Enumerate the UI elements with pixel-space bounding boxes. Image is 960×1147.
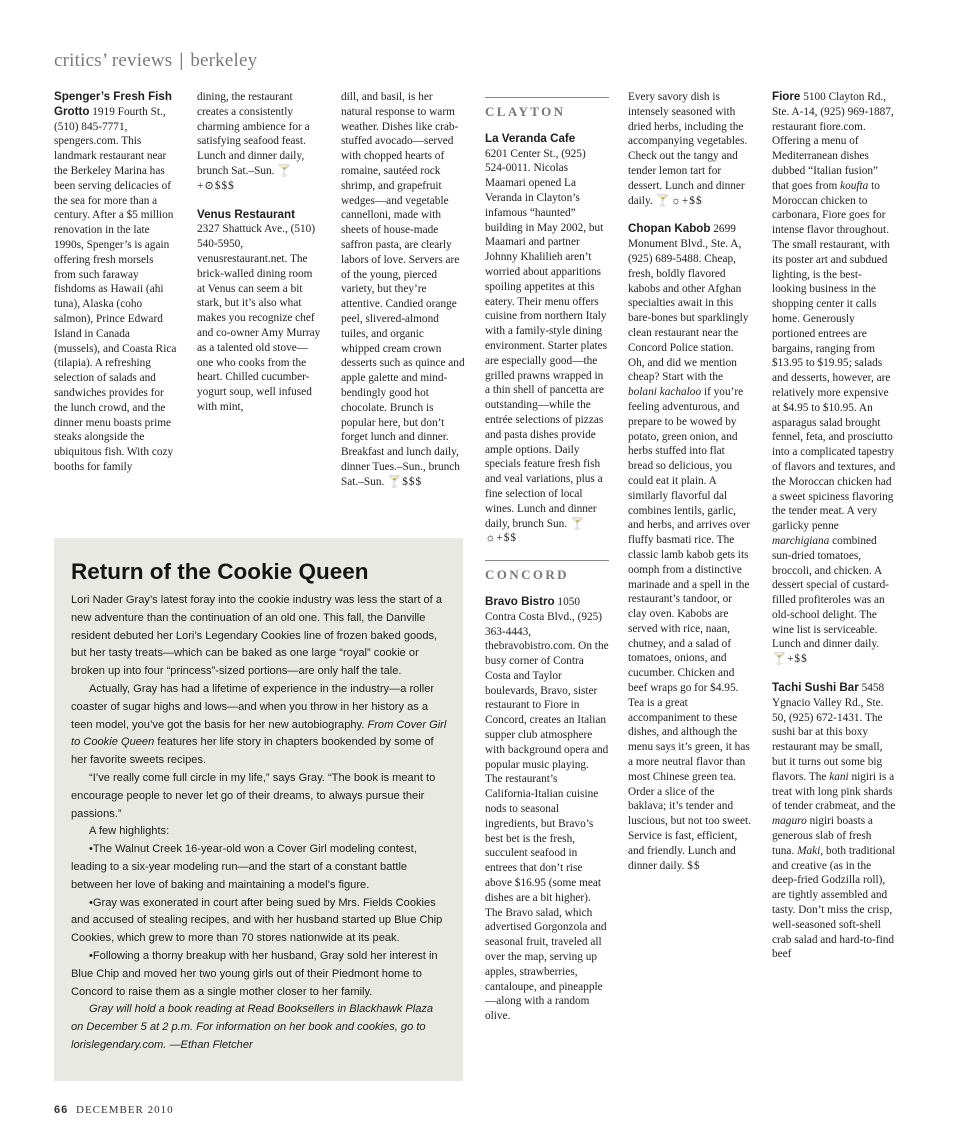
review-chopan-kabob (628, 222, 752, 873)
dish-name: maguro (772, 815, 807, 828)
restaurant-name: Tachi Sushi Bar (772, 681, 859, 695)
page-number: 66 (54, 1104, 69, 1116)
page-footer (54, 1104, 174, 1116)
book-title: From Cover Girl to Cookie Queen (71, 718, 447, 749)
sidebar-paragraph: A few highlights: (89, 825, 170, 838)
review-la-veranda (485, 132, 609, 546)
rating-icons: 🍸☼+$$ (485, 517, 586, 545)
restaurant-name: Bravo Bistro (485, 594, 555, 608)
review-text: dining, the restaurant creates a consistently charming ambience for a satisfying seafood feast. Lunch and dinner daily, brunch Sat.–Sun. (197, 91, 310, 177)
review-venus (197, 208, 321, 415)
sidebar-title: Return of the Cookie Queen (71, 559, 369, 584)
header-separator: | (179, 50, 184, 71)
review-text: if you’re feeling adventurous, and prepare to be wowed by potato, green onion, and herbs stuffed into flat bread so delicious, you could eat it plain. A similarly flavorful dal combines lentils, garlic, and herbs, and arrives over fluffy basmati rice. The classic lamb kabob gets its oomph from a distinctive marinade and a spell in the restaurant’s tandoor, or clay oven. Kabobs are served with rice, naan, chutney, and a salad of tomatoes, onions, and cucumber. Chicken and beef wraps go for $4.95. Tea is a great accompaniment to these dishes, and although the menu says it’s green, it has a more neutral flavor than most Chinese green tea. Order a slice of the baklava; it’s tender and luscious, but not too sweet. Service is fast, efficient, and friendly. Lunch and dinner daily. (628, 386, 752, 872)
column-3 (341, 90, 465, 490)
rating-icons: 🍸☼+$$ (655, 194, 703, 207)
column-6 (772, 90, 896, 962)
review-text: both traditional and creative (as in the deep-fried Godzilla roll), are tightly assembled and tasty. Don’t miss the crisp, well-seasoned soft-shell crab salad and hard-to-find beef (772, 844, 896, 961)
dish-name: kani (829, 770, 849, 783)
column-4 (485, 90, 609, 1024)
sidebar-cookie-queen (54, 538, 463, 1081)
review-text: nigiri boasts a generous slab of fresh tuna. (772, 815, 873, 857)
section-label: critics’ reviews (54, 50, 173, 71)
review-text: 1919 Fourth St., (510) 845-7771, spengers.com. This landmark restaurant near the Berkeley Marina has been serving delicacies of the sea for more than a century. After a $5 million renovation in the late 1990s, Spenger’s is again offering fresh morsels from such faraway fishdoms as Hawaii (ahi tuna), Alaska (coho salmon), Prince Edward Island in Canada (mussels), and Coasta Rica (tilapia). A refreshing selection of salads and sandwiches provides for the lunch crowd, and the dinner menu boasts prime steaks alongside the ubiquitous fish. With cozy booths for family (54, 105, 177, 473)
sidebar-closing-text: Gray will hold a book reading at Read Booksellers in Blackhawk Plaza on December 5 at 2 p.m. For information on her book and cookies, go to lorislegendary.com. —Ethan Fletcher (71, 1003, 434, 1051)
review-text: 5458 Ygnacio Valley Rd., Ste. 50, (925) 672-1431. The sushi bar at this boxy restaurant may be small, but it turns out some big flavors. The (772, 682, 885, 783)
sidebar-bullet: •The Walnut Creek 16-year-old won a Cover Girl modeling contest, leading to a six-year modeling run—and the start of a constant battle between her love of baking and maintaining a model’s figure. (71, 843, 417, 891)
review-continuation (197, 90, 321, 194)
review-continuation (628, 90, 752, 208)
review-spengers (54, 90, 178, 475)
review-bravo-bistro (485, 595, 609, 1024)
sidebar-paragraph (71, 681, 447, 770)
sidebar-paragraph: “I’ve really come full circle in my life,” says Gray. “The book is meant to encourage people to never let go of their dreams, to always pursue their passions.” (71, 771, 436, 820)
sidebar-bullet: •Gray was exonerated in court after being sued by Mrs. Fields Cookies and accused of stealing recipes, and with her husband started up Blue Chip Cookies, which grew to more than 70 stores nationwide at its peak. (71, 896, 443, 945)
sidebar-text: Actually, Gray has had a lifetime of experience in the industry—a roller coaster of sugar highs and lows—and when you throw in her history as a teen model, you’ve got the basis for her new autobiography. (71, 682, 435, 731)
sidebar-paragraph: Lori Nader Gray’s latest foray into the cookie industry was less the start of a new adventure than the continuation of an old one. This fall, the Danville resident debuted her Lori’s Legendary Cookies line of frozen baked goods, but her tasty treats—which can be baked as one large “royal” cookie or broken up into four “princess”-sized portions—are only half the tale. (71, 594, 442, 678)
review-text: to Moroccan chicken to carbonara, Fiore goes for intense flavor throughout. The small restaurant, with its poster art and subdued lighting, is the best-looking business in the shopping center it calls home. Generously portioned entrees are bargains, ranging from $13.95 to $19.95; salads and desserts, however, are relatively more expensive at $4.95 to $10.95. An asparagus salad brought fennel, feta, and prosciutto into a complicated tapestry of flavors and textures, and the Moroccan chicken had a sweet spiciness flavoring the tender meat. A very garlicky penne (772, 179, 896, 533)
review-tachi-sushi (772, 681, 896, 962)
column-1 (54, 90, 178, 475)
sidebar-closing (71, 1001, 447, 1054)
column-5 (628, 90, 752, 873)
dish-name: marchigiana (772, 534, 830, 547)
dish-name: bolani kachaloo (628, 386, 702, 399)
city-label: berkeley (190, 50, 258, 71)
rating-icons: 🍸$$$ (387, 475, 423, 488)
restaurant-name: Venus Restaurant (197, 207, 295, 221)
section-heading-concord: CONCORD (485, 560, 609, 583)
review-text: 2327 Shattuck Ave., (510) 540-5950, venusrestaurant.net. The brick-walled dining room at Venus can seem a bit stark, but it’s also what makes you recognize chef and co-owner Amy Murray as a talented old stove—one who cooks from the heart. Chilled cucumber-yogurt soup, well infused with mint, (197, 223, 321, 413)
dish-name: Maki, (797, 844, 824, 857)
review-text: 6201 Center St., (925) 524-0011. Nicolas Maamari opened La Veranda in Clayton’s infamous “haunted” building in May 2002, but Maamari and partner Johnny Khalilieh aren’t worried about apparitions spoiling appetites at this eatery. Their menu offers cuisine from northern Italy with a family-style dining environment. Starter plates are especially good—the grilled prawns wrapped in a thin shell of pancetta are outstanding—while the entrée selections of pizzas and pasta dishes provide ample options. Daily specials feature fresh fish and veal variations, plus a fine selection of local wines. Lunch and dinner daily, brunch Sun. (485, 147, 608, 530)
review-text: dill, and basil, is her natural response to warm weather. Dishes like crab-stuffed avocado—served with chopped hearts of romaine, sautéed rock shrimp, and grapefruit wedges—and vegetable cannelloni, made with sheets of house-made saffron pasta, are clearly labors of love. Servers are of the young, pierced variety, but they’re attentive. Candied orange peel, slivered-almond tuiles, and organic whipped cream crown desserts such as quince and apple galette and mind-bendingly good hot chocolate. Brunch is popular here, but don’t forget lunch and dinner. Breakfast and lunch daily, dinner Tues.–Sun., brunch Sat.–Sun. (341, 91, 465, 488)
review-text: nigiri is a treat with long pink shards of tender crabmeat, and the (772, 770, 896, 813)
restaurant-name: La Veranda Cafe (485, 131, 576, 145)
sidebar-text: features her life story in chapters bookended by some of her favorite sweets recipes. (71, 736, 434, 767)
review-fiore (772, 90, 896, 667)
review-text: 1050 Contra Costa Blvd., (925) 363-4443, thebravobistro.com. On the busy corner of Contra Costa and Taylor boulevards, Bravo, sister restaurant to Fiore in Concord, creates an Italian supper club atmosphere with background opera and popular music playing. The restaurant’s California-Italian cuisine nods to seasonal ingredients, but Bravo’s best bet is the fresh, succulent seafood in entrees that don’t rise above $16.95 (some meat dishes are a bit higher). The Bravo salad, which advertised Gorgonzola and seasonal fruit, traveled all over the map, serving up apples, strawberries, cantaloupe, and pineapple—along with a random olive. (485, 595, 609, 1023)
section-header (54, 50, 257, 72)
rating-icons: 🍸+⊙$$$ (197, 164, 293, 192)
review-continuation (341, 90, 465, 490)
restaurant-name: Chopan Kabob (628, 222, 711, 236)
dish-name: koufta (840, 179, 869, 192)
section-heading-clayton: CLAYTON (485, 97, 609, 120)
review-text: combined sun-dried tomatoes, broccoli, and chicken. A dessert special of custard-filled profiteroles was an old-school delight. The wine list is serviceable. Lunch and dinner daily. (772, 534, 890, 651)
rating-icons: 🍸+$$ (772, 653, 808, 666)
sidebar-bullet: •Following a thorny breakup with her husband, Gray sold her interest in Blue Chip and moved her two young girls out of their Piedmont home to Concord to raise them as a single mother closer to her family. (71, 949, 438, 998)
review-text: 5100 Clayton Rd., Ste. A-14, (925) 969-1887, restaurant fiore.com. Offering a menu of Mediterranean dishes dubbed “Italian fusion” that goes from (772, 91, 894, 192)
review-text: Every savory dish is intensely seasoned with dried herbs, including the accompanying vegetables. Check out the tangy and tender lemon tart for dessert. Lunch and dinner daily. (628, 91, 748, 207)
review-text: 2699 Monument Blvd., Ste. A, (925) 689-5488. Cheap, fresh, boldly flavored kabobs and other Afghan specialties await in this bare-bones but sparklingly clean restaurant near the Concord Police station. Oh, and did we mention cheap? Start with the (628, 223, 749, 384)
restaurant-name: Spenger’s Fresh Fish Grotto (54, 90, 172, 118)
rating-icons: $$ (687, 859, 701, 872)
restaurant-name: Fiore (772, 90, 801, 103)
issue-date: DECEMBER 2010 (76, 1104, 174, 1116)
column-2 (197, 90, 321, 415)
